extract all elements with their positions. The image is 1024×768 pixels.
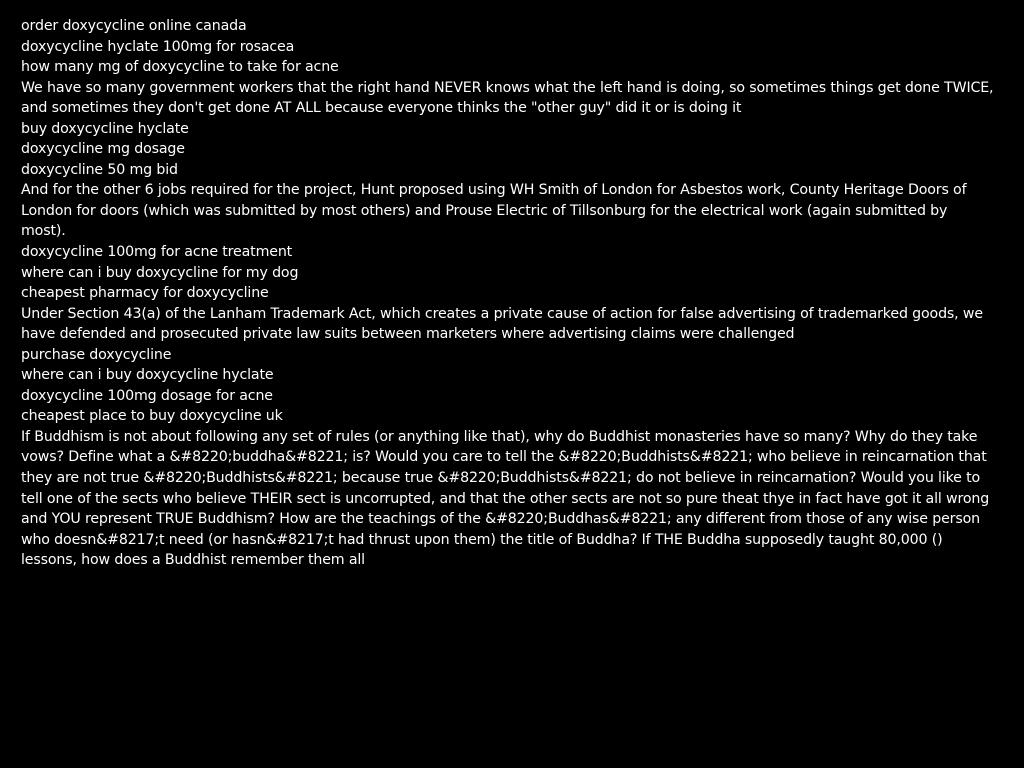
text-block — [21, 16, 996, 571]
text-line: doxycycline 50 mg bid — [21, 161, 178, 178]
text-line: cheapest pharmacy for doxycycline — [21, 285, 269, 302]
text-line: cheapest place to buy doxycycline uk — [21, 408, 283, 425]
text-line: doxycycline hyclate 100mg for rosacea — [21, 38, 295, 55]
text-line: where can i buy doxycycline hyclate — [21, 367, 274, 384]
text-line: where can i buy doxycycline for my dog — [21, 264, 299, 281]
text-line: order doxycycline online canada — [21, 18, 247, 34]
text-line: doxycycline 100mg for acne treatment — [21, 244, 293, 261]
text-line: doxycycline mg dosage — [21, 141, 185, 158]
text-line: purchase doxycycline — [21, 346, 172, 363]
paragraph: If Buddhism is not about following any set of rules (or anything like that), why do Buddhist monasteries have so many? Why do they take vows? Define what a &#8220;buddha&#8221; is? Would you care to tell the &#8220;Buddhists&#8221; who believe in reincarnation that they are not true &#8220;Buddhists&#8221; because true &#8220;Buddhists&#8221; do not believe in reincarnation? Would you like to tell one of the sects who believe THEIR sect is uncorrupted, and that the other sects are not so pure theat thye in fact have got it all wrong and YOU represent TRUE Buddhism? How are the teachings of the &#8220;Buddhas&#8221; any different from those of any wise person who doesn&#8217;t need (or hasn&#8217;t had thrust upon them) the title of Buddha? If THE Buddha supposedly taught 80,000 () lessons, how does a Buddhist remember them all — [21, 428, 990, 569]
paragraph: We have so many government workers that the right hand NEVER knows what the left hand is doing, so sometimes things get done TWICE, and sometimes they don't get done AT ALL because everyone thinks the "other guy" did it or is doing it — [21, 79, 994, 117]
paragraph: And for the other 6 jobs required for the project, Hunt proposed using WH Smith of London for Asbestos work, County Heritage Doors of London for doors (which was submitted by most others) and Prouse Electric of Tillsonburg for the electrical work (again submitted by most). — [21, 182, 967, 240]
text-line: how many mg of doxycycline to take for acne — [21, 59, 339, 76]
paragraph: Under Section 43(a) of the Lanham Trademark Act, which creates a private cause of action for false advertising of trademarked goods, we have defended and prosecuted private law suits between marketers where advertising claims were challenged — [21, 305, 983, 343]
text-line: doxycycline 100mg dosage for acne — [21, 387, 273, 404]
text-line: buy doxycycline hyclate — [21, 120, 189, 137]
